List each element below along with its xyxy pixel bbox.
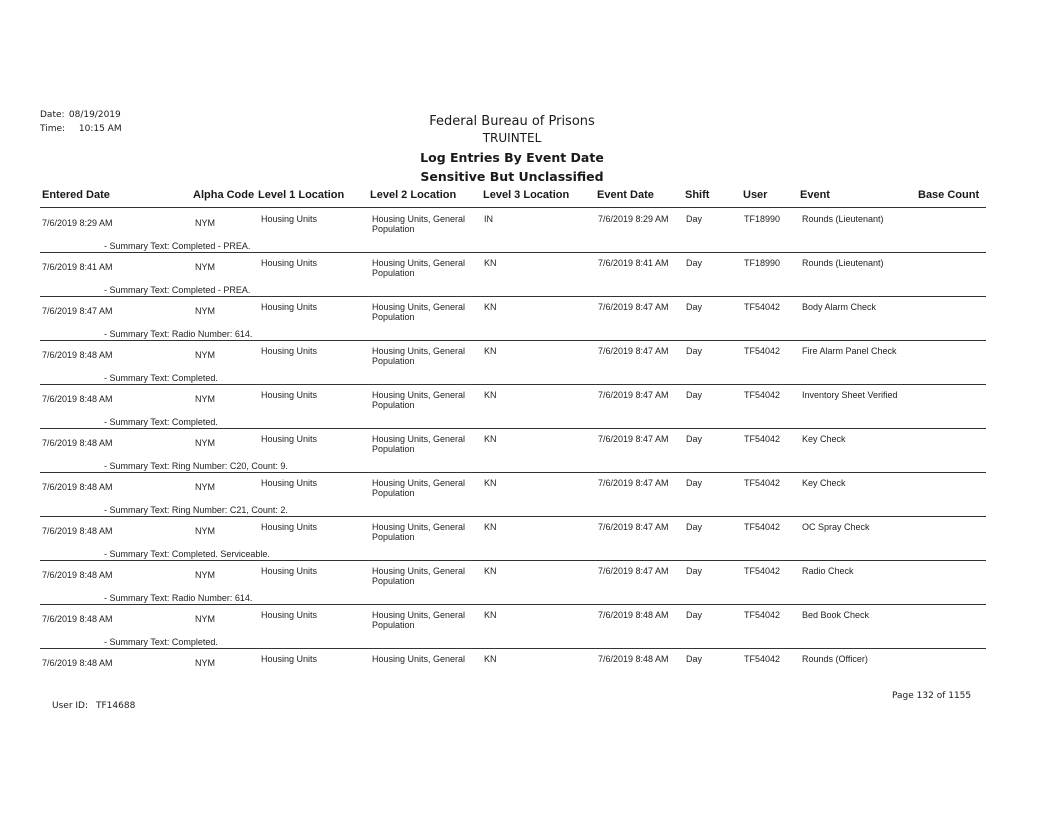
cell-alpha: NYM	[195, 350, 215, 360]
cell-entered: 7/6/2019 8:48 AM	[42, 394, 113, 404]
cell-l2: Housing Units, General Population	[372, 522, 466, 542]
summary-text: - Summary Text: Completed. Serviceable.	[104, 549, 270, 559]
row-separator	[40, 472, 986, 473]
cell-alpha: NYM	[195, 658, 215, 668]
cell-event: Key Check	[802, 434, 846, 444]
cell-event-date: 7/6/2019 8:48 AM	[598, 610, 669, 620]
row-separator	[40, 340, 986, 341]
cell-entered: 7/6/2019 8:48 AM	[42, 438, 113, 448]
cell-event: Rounds (Lieutenant)	[802, 214, 884, 224]
cell-event-date: 7/6/2019 8:47 AM	[598, 434, 669, 444]
cell-alpha: NYM	[195, 570, 215, 580]
row-separator	[40, 648, 986, 649]
cell-shift: Day	[686, 390, 703, 400]
cell-entered: 7/6/2019 8:48 AM	[42, 614, 113, 624]
cell-entered: 7/6/2019 8:47 AM	[42, 306, 113, 316]
cell-event-date: 7/6/2019 8:48 AM	[598, 654, 669, 664]
cell-event: Fire Alarm Panel Check	[802, 346, 897, 356]
cell-alpha: NYM	[195, 526, 215, 536]
cell-entered: 7/6/2019 8:48 AM	[42, 570, 113, 580]
cell-user: TF18990	[744, 214, 781, 224]
cell-user: TF54042	[744, 654, 781, 664]
cell-user: TF18990	[744, 258, 781, 268]
column-header: Event Date	[597, 189, 654, 201]
column-header: Level 2 Location	[370, 189, 457, 201]
cell-l2: Housing Units, General Population	[372, 214, 466, 234]
cell-shift: Day	[686, 302, 703, 312]
cell-shift: Day	[686, 522, 703, 532]
cell-alpha: NYM	[195, 482, 215, 492]
cell-user: TF54042	[744, 434, 781, 444]
cell-l3: KN	[484, 346, 497, 356]
cell-alpha: NYM	[195, 218, 215, 228]
cell-l3: KN	[484, 434, 497, 444]
cell-l1: Housing Units	[261, 566, 318, 576]
row-separator	[40, 604, 986, 605]
report-title: Log Entries By Event Date	[420, 150, 604, 165]
cell-shift: Day	[686, 434, 703, 444]
cell-alpha: NYM	[195, 306, 215, 316]
summary-text: - Summary Text: Completed.	[104, 637, 218, 647]
date-label: Date:	[40, 110, 65, 120]
cell-entered: 7/6/2019 8:48 AM	[42, 350, 113, 360]
cell-user: TF54042	[744, 346, 781, 356]
cell-l1: Housing Units	[261, 346, 318, 356]
cell-event-date: 7/6/2019 8:41 AM	[598, 258, 669, 268]
cell-l1: Housing Units	[261, 610, 318, 620]
cell-alpha: NYM	[195, 614, 215, 624]
summary-text: - Summary Text: Ring Number: C20, Count: 9.	[104, 461, 288, 471]
cell-l1: Housing Units	[261, 302, 318, 312]
cell-l3: KN	[484, 478, 497, 488]
row-separator	[40, 296, 986, 297]
cell-l3: KN	[484, 390, 497, 400]
column-header: Base Count	[918, 189, 980, 201]
cell-l2: Housing Units, General Population	[372, 610, 466, 630]
cell-entered: 7/6/2019 8:48 AM	[42, 482, 113, 492]
cell-shift: Day	[686, 654, 703, 664]
summary-text: - Summary Text: Radio Number: 614.	[104, 329, 253, 339]
cell-user: TF54042	[744, 610, 781, 620]
cell-l2: Housing Units, General Population	[372, 478, 466, 498]
cell-user: TF54042	[744, 522, 781, 532]
cell-user: TF54042	[744, 566, 781, 576]
cell-alpha: NYM	[195, 438, 215, 448]
cell-event: Body Alarm Check	[802, 302, 877, 312]
cell-event-date: 7/6/2019 8:47 AM	[598, 346, 669, 356]
cell-shift: Day	[686, 346, 703, 356]
classification-title: Sensitive But Unclassified	[420, 169, 604, 184]
cell-event-date: 7/6/2019 8:29 AM	[598, 214, 669, 224]
cell-alpha: NYM	[195, 394, 215, 404]
cell-entered: 7/6/2019 8:41 AM	[42, 262, 113, 272]
summary-text: - Summary Text: Ring Number: C21, Count: 2.	[104, 505, 288, 515]
cell-event-date: 7/6/2019 8:47 AM	[598, 522, 669, 532]
cell-l2: Housing Units, General Population	[372, 346, 466, 366]
cell-l2: Housing Units, General Population	[372, 434, 466, 454]
cell-event: OC Spray Check	[802, 522, 870, 532]
cell-l2: Housing Units, General Population	[372, 258, 466, 278]
summary-text: - Summary Text: Completed - PREA.	[104, 241, 251, 251]
cell-user: TF54042	[744, 390, 781, 400]
cell-l3: KN	[484, 610, 497, 620]
column-header: Alpha Code	[193, 189, 255, 201]
cell-event: Inventory Sheet Verified	[802, 390, 898, 400]
cell-shift: Day	[686, 258, 703, 268]
cell-event-date: 7/6/2019 8:47 AM	[598, 478, 669, 488]
cell-event: Radio Check	[802, 566, 854, 576]
cell-l1: Housing Units	[261, 654, 318, 664]
cell-l1: Housing Units	[261, 214, 318, 224]
header-rule	[40, 207, 986, 208]
cell-l2: Housing Units, General Population	[372, 566, 466, 586]
time-label: Time:	[40, 124, 66, 134]
column-header: Entered Date	[42, 189, 110, 201]
cell-event: Key Check	[802, 478, 846, 488]
cell-l1: Housing Units	[261, 522, 318, 532]
cell-alpha: NYM	[195, 262, 215, 272]
cell-l1: Housing Units	[261, 258, 318, 268]
cell-event: Rounds (Lieutenant)	[802, 258, 884, 268]
footer-user	[52, 701, 135, 711]
column-header: Event	[800, 189, 830, 201]
column-header: Level 1 Location	[258, 189, 345, 201]
user-id-label: User ID:	[52, 701, 88, 711]
cell-user: TF54042	[744, 302, 781, 312]
summary-text: - Summary Text: Radio Number: 614.	[104, 593, 253, 603]
cell-event: Rounds (Officer)	[802, 654, 868, 664]
page-number: Page 132 of 1155	[892, 691, 972, 701]
time-value: 10:15 AM	[78, 124, 122, 134]
cell-event-date: 7/6/2019 8:47 AM	[598, 390, 669, 400]
column-header: Shift	[685, 189, 710, 201]
row-separator	[40, 252, 986, 253]
cell-l3: KN	[484, 522, 497, 532]
user-id-value: TF14688	[96, 701, 136, 711]
cell-l2: Housing Units, General Population	[372, 302, 466, 322]
cell-shift: Day	[686, 610, 703, 620]
column-header: User	[743, 189, 768, 201]
row-separator	[40, 560, 986, 561]
row-separator	[40, 516, 986, 517]
date-value: 08/19/2019	[68, 110, 121, 120]
cell-entered: 7/6/2019 8:29 AM	[42, 218, 113, 228]
system-title: TRUINTEL	[482, 131, 542, 145]
cell-entered: 7/6/2019 8:48 AM	[42, 526, 113, 536]
cell-l2: Housing Units, General Population	[372, 390, 466, 410]
summary-text: - Summary Text: Completed.	[104, 373, 218, 383]
cell-l1: Housing Units	[261, 434, 318, 444]
cell-event: Bed Book Check	[802, 610, 870, 620]
cell-event-date: 7/6/2019 8:47 AM	[598, 302, 669, 312]
row-separator	[40, 428, 986, 429]
cell-l1: Housing Units	[261, 390, 318, 400]
cell-l3: KN	[484, 654, 497, 664]
cell-l3: KN	[484, 302, 497, 312]
cell-event-date: 7/6/2019 8:47 AM	[598, 566, 669, 576]
cell-l1: Housing Units	[261, 478, 318, 488]
cell-shift: Day	[686, 214, 703, 224]
cell-entered: 7/6/2019 8:48 AM	[42, 658, 113, 668]
summary-text: - Summary Text: Completed.	[104, 417, 218, 427]
cell-l3: IN	[484, 214, 493, 224]
cell-user: TF54042	[744, 478, 781, 488]
agency-title: Federal Bureau of Prisons	[429, 114, 595, 129]
cell-l3: KN	[484, 258, 497, 268]
cell-shift: Day	[686, 478, 703, 488]
cell-l3: KN	[484, 566, 497, 576]
summary-text: - Summary Text: Completed - PREA.	[104, 285, 251, 295]
cell-shift: Day	[686, 566, 703, 576]
row-separator	[40, 384, 986, 385]
column-header: Level 3 Location	[483, 189, 570, 201]
cell-l2: Housing Units, General	[372, 654, 466, 664]
